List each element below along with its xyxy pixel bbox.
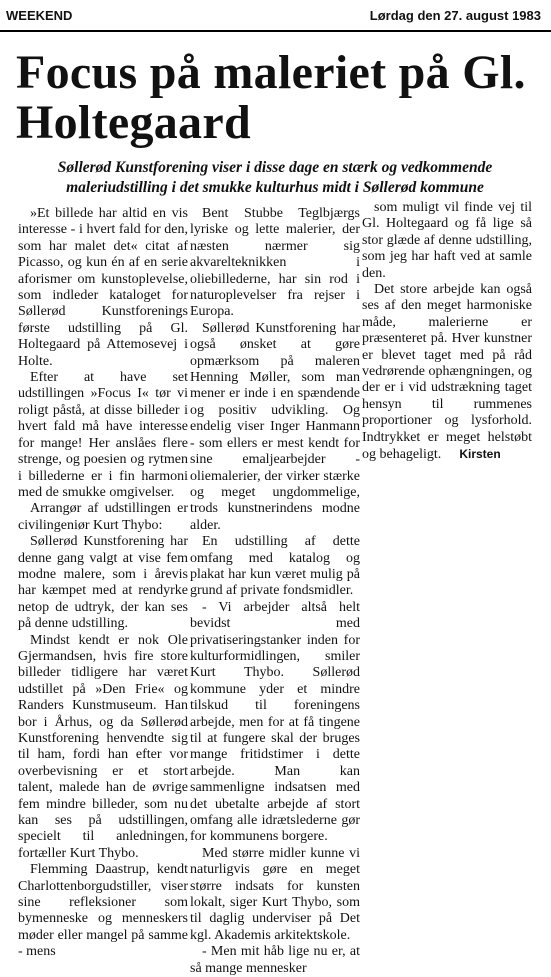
paragraph: Med større midler kunne vi naturligvis gøre en meget større indsats for kunsten lokalt, siger Kurt Thybo, som til daglig underviser på Det kgl. Akademis arkitektskole. bbox=[190, 845, 360, 943]
article-column-1 bbox=[18, 206, 188, 961]
page-header bbox=[0, 0, 551, 32]
paragraph: - Men mit håb lige nu er, at så mange mennesker bbox=[190, 944, 360, 976]
article-column-3 bbox=[362, 200, 532, 464]
paragraph bbox=[362, 282, 532, 463]
article-subhead: Søllerød Kunstforening viser i disse dage en stærk og vedkommende maleriudstilling i det smukke kulturhus midt i Søllerød kommune bbox=[57, 159, 493, 196]
section-label: WEEKEND bbox=[6, 8, 73, 23]
issue-date: Lørdag den 27. august 1983 bbox=[369, 8, 541, 23]
article-headline: Focus på maleriet på Gl. Holtegaard bbox=[16, 46, 526, 149]
paragraph-text: Det store arbejde kan også ses af den meget harmoniske måde, malerierne er præsenteret på. Hver kunstner er blevet taget med på råd vedrørende ophængningen, og der er i vid udstrækning taget hensyn til rummenes proportioner og lysforhold. Indtrykket er meget helstøbt og behageligt. bbox=[362, 282, 532, 463]
paragraph: En udstilling af dette omfang med katalog og plakat har kun været mulig på grund af private fondsmidler. bbox=[190, 534, 360, 599]
paragraph: Mindst kendt er nok Ole Gjermandsen, hvis fire store billeder tidligere har været udstillet på »Den Frie« og Randers Kunstmuseum. Han bor i Århus, og da Søllerød Kunstforening henvendte sig til ham, fordi han efter vor overbevisning er et stort talent, malede han de øvrige fem mindre billeder, som nu kan ses på udstillingen, specielt til anledningen, fortæller Kurt Thybo. bbox=[18, 632, 188, 861]
paragraph: Søllerød Kunstforening har denne gang valgt at vise fem modne malere, som i årevis har kæmpet med at rendyrke netop de udtryk, der kan ses på denne udstilling. bbox=[18, 534, 188, 632]
paragraph: Flemming Daastrup, kendt Charlottenborgudstiller, viser sine refleksioner som bymenneske og menneskers møder eller mangel på samme - mens bbox=[18, 862, 188, 960]
paragraph: som muligt vil finde vej til Gl. Holtegaard og få lige så stor glæde af denne udstilling, som jeg har haft ved at samle den. bbox=[362, 200, 532, 281]
paragraph: Efter at have set udstillingen »Focus I« tør vi roligt påstå, at disse billeder i hvert fald må have interesse for mange! Her anslåes flere strenge, og poesien og rytmen i billederne er i fin harmoni med de smukke omgivelser. bbox=[18, 370, 188, 500]
paragraph: - Vi arbejder altså helt bevidst med privatiseringstanker inden for kulturformidlingen, smiler Kurt Thybo. Søllerød kommune yder et mindre tilskud til foreningens arbejde, men for at få tingene til at fungere skal der bruges mange fritidstimer i dette arbejde. Man kan sammenligne indsatsen med det ubetalte arbejde af stort omfang alle idrætslederne gør for kommunens borgere. bbox=[190, 599, 360, 845]
article-column-2 bbox=[190, 206, 360, 977]
paragraph: »Et billede har altid en vis interesse - i hvert fald for den, som har malet det« citat af Picasso, og kun én af en serie aforismer om kunstoplevelse, som indleder kataloget for Søllerød Kunstforenings første udstilling på Gl. Holtegaard på Attemosevej i Holte. bbox=[18, 206, 188, 369]
author-signature: Kirsten bbox=[459, 447, 501, 462]
paragraph: Arrangør af udstillingen er civilingeniør Kurt Thybo: bbox=[18, 501, 188, 533]
paragraph: Søllerød Kunstforening har også ønsket at gøre opmærksom på maleren Henning Møller, som man mener er inde i en spændende og positiv udvikling. Og endelig viser Inger Hanmann - som ellers er mest kendt for sine emaljearbejder - oliemalerier, der virker stærke og meget ungdommelige, trods kunstnerindens modne alder. bbox=[190, 320, 360, 533]
paragraph: Bent Stubbe Teglbjærgs lyriske og lette malerier, der næsten nærmer sig akvarelteknikken i oliebillederne, har sin rod i naturoplevelser fra rejser i Europa. bbox=[190, 206, 360, 320]
